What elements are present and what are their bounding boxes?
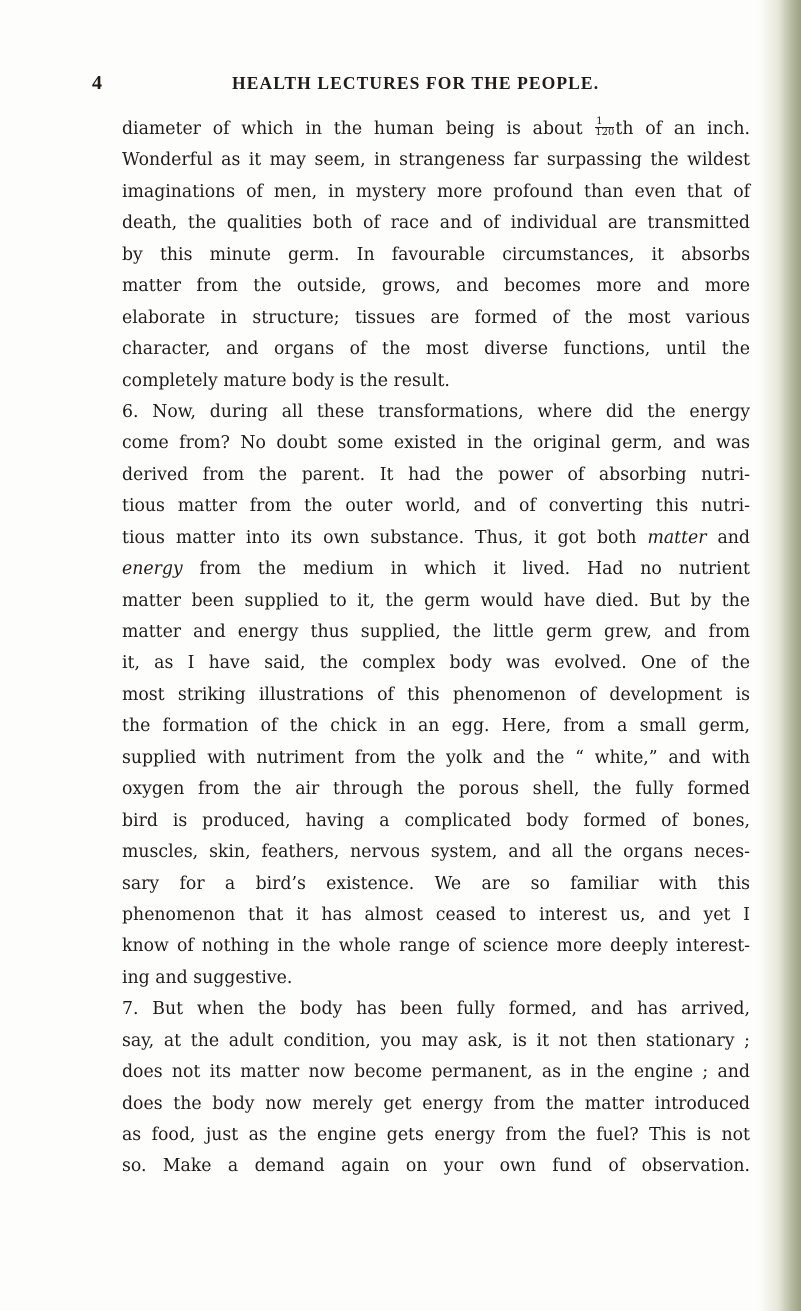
text-line: most striking illustrations of this phenomenon of development is <box>122 684 750 705</box>
emphasis-energy: energy <box>122 559 183 580</box>
page-header <box>0 72 801 98</box>
text-line: tious matter into its own substance. Thus, it got both matter and <box>122 527 750 548</box>
text-line: matter been supplied to it, the germ would have died. But by the <box>122 590 750 611</box>
page-number: 4 <box>92 72 102 94</box>
text-line: know of nothing in the whole range of science more deeply interest- <box>122 936 750 957</box>
text-line: sary for a bird’s existence. We are so familiar with this <box>122 873 750 894</box>
text-line: the formation of the chick in an egg. Here, from a small germ, <box>122 716 750 737</box>
text-line: death, the qualities both of race and of individual are transmitted <box>122 213 750 234</box>
page-edge-shadow <box>759 0 801 1311</box>
text-line: character, and organs of the most diverse functions, until the <box>122 339 750 360</box>
text-line: it, as I have said, the complex body was evolved. One of the <box>122 653 750 674</box>
text-line: bird is produced, having a complicated body formed of bones, <box>122 810 750 831</box>
text-line: Wonderful as it may seem, in strangeness far surpassing the wildest <box>122 150 750 171</box>
text-line: supplied with nutriment from the yolk and the “ white,” and with <box>122 747 750 768</box>
text-line: matter from the outside, grows, and becomes more and more <box>122 276 750 297</box>
text-line: matter and energy thus supplied, the little germ grew, and from <box>122 622 750 642</box>
text-line: diameter of which in the human being is about $\frac{1}{120}$ th of an inch. <box>122 116 750 139</box>
text-line: ing and suggestive. <box>122 967 293 988</box>
running-head: HEALTH LECTURES FOR THE PEOPLE. <box>232 73 600 93</box>
text-line: muscles, skin, feathers, nervous system, and all the organs neces- <box>122 842 750 863</box>
text-line: so. Make a demand again on your own fund of observation. <box>122 1156 750 1177</box>
text-line: by this minute germ. In favourable circumstances, it absorbs <box>122 244 750 265</box>
body-text <box>122 114 750 1183</box>
text-line: elaborate in structure; tissues are formed of the most various <box>122 307 750 328</box>
text-line: completely mature body is the result. <box>122 370 450 391</box>
fraction: $\frac{1}{120}$ <box>595 116 615 138</box>
emphasis-matter: matter <box>647 527 707 548</box>
text-line: as food, just as the engine gets energy from the fuel? This is not <box>122 1125 750 1145</box>
paragraph-6-start: 6. Now, during all these transformations, where did the energy <box>122 401 750 422</box>
text-line: come from? No doubt some existed in the original germ, and was <box>122 433 750 454</box>
text-line: does not its matter now become permanent, as in the engine ; and <box>122 1062 750 1083</box>
text-line: energy from the medium in which it lived. Had no nutrient <box>122 559 750 580</box>
text-line: does the body now merely get energy from the matter introduced <box>122 1093 750 1114</box>
text-line: derived from the parent. It had the power of absorbing nutri- <box>122 464 750 485</box>
text-line: oxygen from the air through the porous shell, the fully formed <box>122 779 750 800</box>
text-line: tious matter from the outer world, and of converting this nutri- <box>122 496 750 517</box>
text-line: phenomenon that it has almost ceased to interest us, and yet I <box>122 904 750 925</box>
paragraph-7-start: 7. But when the body has been fully formed, and has arrived, <box>122 999 750 1020</box>
text-line: say, at the adult condition, you may ask, is it not then stationary ; <box>122 1030 750 1051</box>
text-line: imaginations of men, in mystery more profound than even that of <box>122 181 750 202</box>
